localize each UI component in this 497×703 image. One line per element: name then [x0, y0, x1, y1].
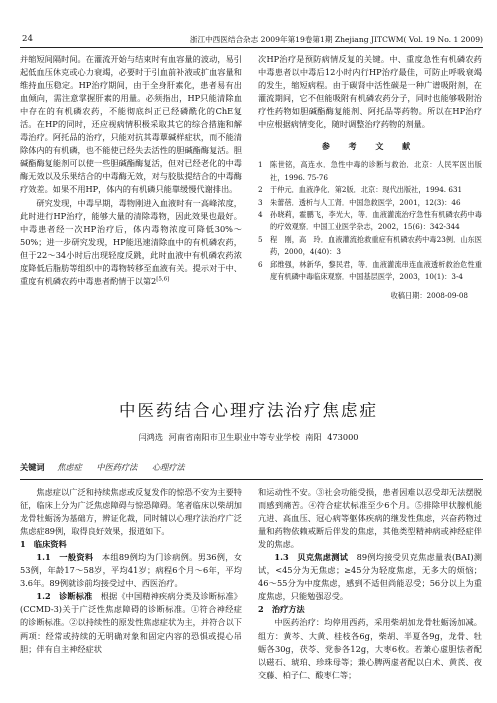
intro-paragraph: 焦虑症以广泛和持续焦虑或反复发作的惊恐不安为主要特征，临床上分为广泛焦虑障碍与惊恐障碍。笔者临床以柴胡加龙骨牡蛎汤为基础方，辨证化裁，同时辅以心理疗法治疗广泛焦虑症89例，取得良好效果，报道如下。 [20, 487, 242, 537]
reference-text: 陈世铭，高连水．急性中毒的诊断与救治．北京：人民军医出版社，1996. 75-76 [270, 160, 482, 182]
reference-number: 2 [258, 185, 263, 195]
keywords-line [20, 462, 197, 473]
author-name: 闫鸿选 [138, 432, 164, 442]
prev-article-left-column [20, 53, 242, 288]
article-title: 中医药结合心理疗法治疗焦虑症 [119, 401, 378, 420]
journal-title: 浙江中西医结合杂志 2009年第19卷第1期 Zhejiang JITCWM( Vol. 19 No. 1 2009) [189, 35, 483, 44]
reference-number: 6 [258, 259, 263, 269]
keyword: 中医药疗法 [96, 462, 138, 472]
section-heading-2: 2 治疗方法 [258, 604, 305, 615]
subsection-text: 根据《中国精神疾病分类及诊断标准》(CCMD-3)关于广泛性焦虑障碍的诊断标准。①符合神经症的诊断标准。②以持续性的原发性焦虑症状为主，并符合以下两项：经常或持续的无明确对象和固定内容的恐惧或提心吊胆；伴有自主神经症状 [20, 591, 242, 654]
subsection-heading: 1.3 贝克焦虑测试 [274, 552, 349, 563]
received-date: 收稿日期：2008-09-08 [390, 291, 468, 301]
affiliation: 河南省南阳市卫生职业中等专业学校 [168, 432, 300, 442]
subsection-1-3 [258, 551, 482, 603]
subsection-1-2 [20, 590, 242, 655]
keyword: 心理疗法 [151, 462, 185, 472]
reference-item [258, 209, 482, 234]
reference-text: 程 刚，高 玲．血液灌流抢救重症有机磷农药中毒23例．山东医药，2000，4(40)：3 [270, 234, 482, 257]
reference-number: 3 [258, 197, 263, 207]
treatment-paragraph: 中医药治疗：均停用西药，采用柴胡加龙骨牡蛎汤加减。组方：黄芩、大黄、桂枝各6g，柴胡、半夏各9g，龙骨、牡蛎各30g，茯苓、党参各12g，大枣6枚。若兼心虚胆怯者配以磁石、琥珀、珍珠母等；兼心脾两虚者配以白术、黄芪、夜交藤、柏子仁、酸枣仁等； [258, 617, 482, 680]
reference-item [258, 234, 482, 259]
prev-article-right-column [258, 53, 482, 302]
reference-number: 5 [258, 234, 263, 244]
article-right-column [258, 486, 482, 682]
city-postcode: 南阳 473000 [305, 432, 359, 442]
keyword: 焦虑症 [57, 462, 82, 472]
prev-paragraph-1: 并缩短间隔时间。在灌流开始与结束时有血容量的波动，易引起低血压休克或心力衰竭，必要时于引血前补液或扩血容量和维持血压稳定。HP治疗期间，由于全身肝素化，患者易有出血倾向，需注意掌握肝素的用量。必须指出，HP只能清除血中存在的有机磷农药，不能彻底纠正已经磷酰化的ChE复活。在HP的同时，还应视病情积极采取其它的综合措施和解毒治疗。阿托品的治疗，只能对抗其毒蕈碱样症状，而不能清除体内的有机磷，也不能使已经失去活性的胆碱酯酶复活。胆碱酯酶复能剂可以使一些胆碱酯酶复活，但对已经老化的中毒酶无效以及乐果结合的中毒酶无效，对与胶肽提结合的中毒酶疗效差。如果不用HP，体内的有机磷只能靠缓慢代谢排出。 [20, 54, 242, 195]
prev-paragraph-2-text: 研究发现，中毒早期，毒物刚进入血液时有一高峰浓度，此时进行HP治疗，能够大量的清除毒物，因此效果也最好。中毒患者经一次HP治疗后，体内毒物浓度可降低30%～50%；进一步研究发现，HP能迅速清除血中的有机磷农药，但于22～34小时后出现轻度反跳，此时血液中有机磷农药浓度降低后脂肪等组织中的毒物转移至血液有关。提示对于中、重度有机磷农药中毒患者酌情于以第2 [20, 197, 242, 286]
keywords-label: 关键词 [20, 462, 45, 472]
reference-item [258, 259, 482, 284]
subsection-heading: 1.1 一般资料 [36, 552, 94, 563]
reference-text: 于仲元．血液净化．第2版．北京：现代出版社，1994. 631 [270, 185, 463, 195]
reference-item [258, 184, 482, 196]
criteria-paragraph: 和运动性不安。③社会功能受损，患者因难以忍受却无法摆脱而感到痛苦。④符合症状标准至少6个月。⑤排除甲状腺机能亢进、高血压、冠心病等躯体疾病的继发性焦虑，兴奋药物过量和药物依赖戒断后伴发的焦虑，其他类型精神病或神经症伴发的焦虑。 [258, 487, 482, 550]
subsection-text: 本组89例均为门诊病例。男36例，女53例，年龄17～58岁，平均41岁；病程6个月～6年，平均3.6年。89例就诊前均接受过中、西医治疗。 [20, 552, 242, 589]
page-number: 24 [22, 34, 33, 44]
running-header [20, 33, 483, 48]
reference-text: 孙晓莉，霍鹏飞，李光大，等．血液灌流治疗急性有机磷农药中毒的疗效观察．中国工业医学杂志，2002，15(6)：342-344 [270, 209, 482, 232]
reference-text: 邱维强，林新华，黎民君，等．血液灌流串连血液透析救治危性重度有机磷中毒临床观察．中国基层医学，2003，10(1)：3-4 [270, 259, 482, 281]
subsection-1-1 [20, 551, 242, 590]
reference-text: 朱蕾蓓．透析与人工肾．中国急救医学，2001，12(3)：46 [270, 197, 461, 207]
reference-number: 1 [258, 160, 263, 170]
reference-number: 4 [258, 209, 263, 219]
subsection-text: 89例均接受贝克焦虑量表(BAI)测试，<45分为无焦虑；≥45分为轻度焦虑，无多大的烦恼；46～55分为中度焦虑，感到不适但尚能忍受；56分以上为重度焦虑，只能勉强忍受。 [258, 552, 482, 602]
prev-paragraph-2 [20, 197, 242, 288]
author-line [0, 432, 497, 443]
references-title: 参 考 文 献 [321, 141, 419, 152]
prev-paragraph-3: 次HP治疗是预防病情反复的关键。中、重度急性有机磷农药中毒患者以中毒后12小时内行HP治疗最佳，可防止呼吸衰竭的发生，缩短病程。由于碳肾中活性碳是一种广谱吸附剂，在灌流期间，它不但能吸附有机磷农药分子，同时也能够吸附治疗性药物如胆碱酯酶复能剂、阿托品等药物。所以在HP治疗中应根据病情变化，随时调整治疗药物的剂量。 [258, 54, 482, 130]
subsection-heading: 1.2 诊断标准 [36, 591, 93, 602]
section-heading-1: 1 临床资料 [20, 539, 67, 550]
reference-item [258, 159, 482, 184]
article-left-column [20, 486, 242, 656]
section-divider [20, 479, 483, 480]
citation-sup: [5,6] [156, 276, 170, 283]
reference-list [258, 159, 482, 283]
reference-item [258, 197, 482, 209]
